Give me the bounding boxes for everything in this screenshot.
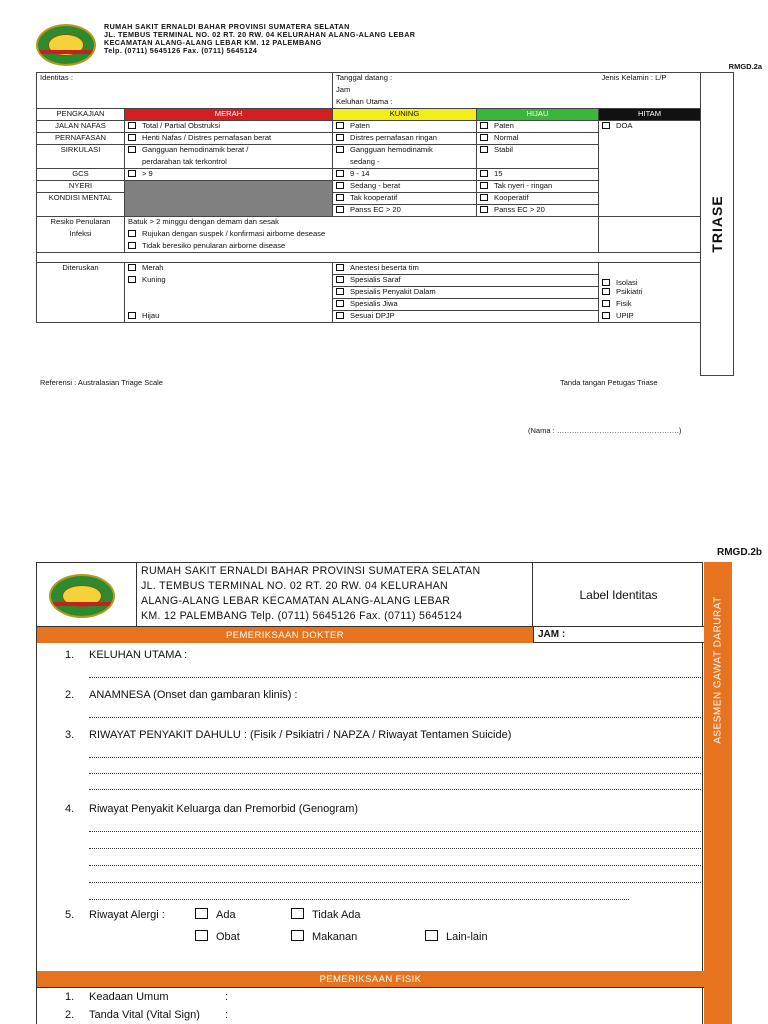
hospital-address-1: JL. TEMBUS TERMINAL NO. 02 RT. 20 RW. 04 KELURAHAN ALANG-ALANG LEBAR [104, 30, 416, 39]
checkbox[interactable] [336, 312, 344, 319]
checkbox[interactable] [336, 170, 344, 177]
checkbox[interactable] [128, 134, 136, 141]
hijau-normal[interactable]: Normal [477, 133, 599, 145]
diteruskan-hijau[interactable]: Hijau [125, 311, 333, 323]
answer-line[interactable] [89, 789, 729, 790]
header-merah: MERAH [125, 109, 333, 121]
row-jalan-nafas: JALAN NAFAS [37, 121, 125, 133]
checkbox[interactable] [128, 264, 136, 271]
alergi-obat[interactable]: Obat [195, 930, 240, 943]
asesmen-form [36, 562, 703, 1024]
pemeriksaan-fisik-bar: PEMERIKSAAN FISIK [37, 971, 704, 987]
diteruskan-saraf[interactable]: Spesialis Saraf [333, 275, 599, 287]
hospital-name-b: RUMAH SAKIT ERNALDI BAHAR PROVINSI SUMATERA SELATAN [141, 565, 481, 577]
f1-colon: : [225, 991, 229, 1003]
checkbox[interactable] [336, 276, 344, 283]
f2-colon: : [225, 1009, 229, 1021]
hospital-logo-b [49, 574, 115, 618]
hijau-stabil[interactable]: Stabil [477, 145, 599, 169]
diteruskan-anestesi[interactable]: Anestesi beserta tim [333, 263, 599, 275]
row-kondisi-mental: KONDISI MENTAL [37, 193, 125, 217]
checkbox[interactable] [480, 194, 488, 201]
row-nyeri: NYERI [37, 181, 125, 193]
kuning-kooperatif[interactable]: Tak kooperatif [333, 193, 477, 205]
checkbox[interactable] [291, 908, 304, 919]
q2-anamnesa: 2. ANAMNESA (Onset dan gambaran klinis) : [65, 689, 298, 701]
f2-tanda-vital: 2. Tanda Vital (Vital Sign) [65, 1009, 200, 1021]
checkbox[interactable] [336, 206, 344, 213]
resiko-label-2: Infeksi [37, 229, 125, 241]
diteruskan-isolasi[interactable]: Isolasi [599, 275, 701, 287]
checkbox[interactable] [128, 242, 136, 249]
checkbox[interactable] [480, 206, 488, 213]
checkbox[interactable] [128, 312, 136, 319]
triase-side-label: TRIASE [700, 72, 734, 376]
resiko-tidak[interactable]: Tidak beresiko penularan airborne disease [125, 241, 599, 253]
resiko-label: Resiko Penularan [37, 217, 125, 229]
answer-line[interactable] [89, 717, 729, 718]
header-hijau: HIJAU [477, 109, 599, 121]
header-pengkajian: PENGKAJIAN [37, 109, 125, 121]
hijau-paten[interactable]: Paten [477, 121, 599, 133]
label-identitas: Label Identitas [533, 563, 704, 627]
triage-table [36, 72, 701, 323]
tanggal-label: Tanggal datang : [333, 73, 477, 85]
answer-line[interactable] [89, 773, 729, 774]
hospital-logo [36, 24, 96, 66]
hospital-phone-b: KM. 12 PALEMBANG Telp. (0711) 5645126 Fax. (0711) 5645124 [141, 610, 463, 622]
checkbox[interactable] [128, 230, 136, 237]
alergi-makanan[interactable]: Makanan [291, 930, 357, 943]
answer-line[interactable] [89, 899, 629, 900]
alergi-ada[interactable]: Ada [195, 908, 236, 921]
kuning-distres[interactable]: Distres pernafasan ringan [333, 133, 477, 145]
checkbox[interactable] [480, 170, 488, 177]
f1-keadaan-umum: 1. Keadaan Umum [65, 991, 169, 1003]
identitas-label: Identitas : [37, 73, 333, 85]
jam-label: Jam [336, 84, 351, 94]
hospital-address-b-2: ALANG-ALANG LEBAR KECAMATAN ALANG-ALANG LEBAR [141, 595, 451, 607]
checkbox[interactable] [602, 122, 610, 129]
tanda-tangan-label: Tanda tangan Petugas Triase [560, 378, 658, 387]
kuning-gangguan-cont: sedang - [333, 157, 477, 169]
header-kuning: KUNING [333, 109, 477, 121]
checkbox[interactable] [480, 134, 488, 141]
checkbox[interactable] [480, 122, 488, 129]
kuning-gangguan[interactable]: Gangguan hemodinamik [333, 145, 477, 157]
asesmen-sidebar: ASESMEN GAWAT DARURAT [704, 562, 732, 1024]
checkbox[interactable] [195, 930, 208, 941]
answer-line[interactable] [89, 882, 729, 883]
alergi-lain-lain[interactable]: Lain-lain [425, 930, 488, 943]
q4-riwayat-keluarga: 4. Riwayat Penyakit Keluarga dan Premorbid (Genogram) [65, 803, 359, 815]
diteruskan-upip[interactable]: UPIP [599, 311, 701, 323]
form-b-code: RMGD.2b [717, 547, 762, 558]
merah-grey-block [125, 181, 333, 217]
checkbox[interactable] [128, 122, 136, 129]
checkbox[interactable] [336, 122, 344, 129]
row-gcs: GCS [37, 169, 125, 181]
answer-line[interactable] [89, 848, 729, 849]
kuning-gcs[interactable]: 9 - 14 [333, 169, 477, 181]
diteruskan-fisik[interactable]: Fisik [599, 299, 701, 311]
checkbox[interactable] [291, 930, 304, 941]
keluhan-label: Keluhan Utama : [336, 96, 393, 106]
checkbox[interactable] [128, 276, 136, 283]
checkbox[interactable] [128, 146, 136, 153]
logo-cell [37, 563, 137, 627]
diteruskan-merah[interactable]: Merah [125, 263, 333, 275]
merah-obstruksi[interactable]: Total / Partial Obstruksi [125, 121, 333, 133]
diteruskan-label: Diteruskan [37, 263, 125, 323]
checkbox[interactable] [602, 300, 610, 307]
hospital-name: RUMAH SAKIT ERNALDI BAHAR PROVINSI SUMATERA SELATAN [104, 22, 350, 31]
hospital-address-2: KECAMATAN ALANG-ALANG LEBAR KM. 12 PALEMBANG [104, 38, 322, 47]
kuning-panss[interactable]: Panss EC > 20 [333, 205, 477, 217]
checkbox[interactable] [336, 182, 344, 189]
alergi-tidak-ada[interactable]: Tidak Ada [291, 908, 361, 921]
diteruskan-jiwa[interactable]: Spesialis Jiwa [333, 299, 599, 311]
diteruskan-penyakit-dalam[interactable]: Spesialis Penyakit Dalam [333, 287, 599, 299]
header-hitam: HITAM [599, 109, 701, 121]
jenis-kelamin-label: Jenis Kelamin : L/P [599, 73, 701, 85]
merah-gangguan[interactable]: Gangguan hemodinamik berat / [125, 145, 333, 157]
kuning-paten[interactable]: Paten [333, 121, 477, 133]
checkbox[interactable] [336, 288, 344, 295]
checkbox[interactable] [480, 146, 488, 153]
checkbox[interactable] [425, 930, 438, 941]
diteruskan-kuning[interactable]: Kuning [125, 275, 333, 311]
checkbox[interactable] [602, 288, 610, 295]
checkbox[interactable] [336, 264, 344, 271]
merah-gcs[interactable]: > 9 [125, 169, 333, 181]
jam-field[interactable]: JAM : [533, 627, 704, 643]
checkbox[interactable] [602, 279, 610, 286]
answer-line[interactable] [89, 831, 729, 832]
answer-line[interactable] [89, 757, 729, 758]
resiko-batuk: Batuk > 2 minggu dengan demam dan sesak [125, 217, 599, 229]
hospital-header-b [137, 563, 533, 627]
hospital-phone: Telp. (0711) 5645126 Fax. (0711) 5645124 [104, 46, 258, 55]
hijau-panss[interactable]: Panss EC > 20 [477, 205, 599, 217]
diteruskan-psikiatri[interactable]: Psikiatri [599, 287, 701, 299]
checkbox[interactable] [128, 170, 136, 177]
hitam-doa[interactable]: DOA [599, 121, 701, 217]
hospital-header [104, 23, 415, 55]
answer-line[interactable] [89, 865, 729, 866]
hijau-gcs[interactable]: 15 [477, 169, 599, 181]
resiko-rujukan[interactable]: Rujukan dengan suspek / konfirmasi airborne desease [125, 229, 599, 241]
hijau-nyeri[interactable]: Tak nyeri - ringan [477, 181, 599, 193]
checkbox[interactable] [336, 194, 344, 201]
pemeriksaan-dokter-bar: PEMERIKSAAN DOKTER [37, 627, 533, 643]
diteruskan-dpjp[interactable]: Sesuai DPJP [333, 311, 599, 323]
checkbox[interactable] [195, 908, 208, 919]
hospital-address-b-1: JL. TEMBUS TERMINAL NO. 02 RT. 20 RW. 04 KELURAHAN [141, 580, 449, 592]
q1-keluhan: 1. KELUHAN UTAMA : [65, 649, 188, 661]
nama-petugas-line: (Nama : ………………………………………….) [528, 426, 682, 435]
row-pernafasan: PERNAFASAN [37, 133, 125, 145]
checkbox[interactable] [336, 146, 344, 153]
checkbox[interactable] [602, 312, 610, 319]
q3-riwayat-dahulu: 3. RIWAYAT PENYAKIT DAHULU : (Fisik / Psikiatri / NAPZA / Riwayat Tentamen Suicide) [65, 729, 512, 741]
form-code: RMGD.2a [728, 62, 762, 71]
referensi-text: Referensi : Australasian Triage Scale [40, 378, 163, 387]
merah-henti-nafas[interactable]: Henti Nafas / Distres pernafasan berat [125, 133, 333, 145]
hijau-kooperatif[interactable]: Kooperatif [477, 193, 599, 205]
q5-riwayat-alergi: 5. Riwayat Alergi : [65, 909, 165, 921]
checkbox[interactable] [336, 300, 344, 307]
kuning-nyeri[interactable]: Sedang - berat [333, 181, 477, 193]
checkbox[interactable] [480, 182, 488, 189]
answer-line[interactable] [89, 677, 729, 678]
row-sirkulasi: SIRKULASI [37, 145, 125, 169]
checkbox[interactable] [336, 134, 344, 141]
merah-gangguan-cont: perdarahan tak terkontrol [125, 157, 333, 169]
